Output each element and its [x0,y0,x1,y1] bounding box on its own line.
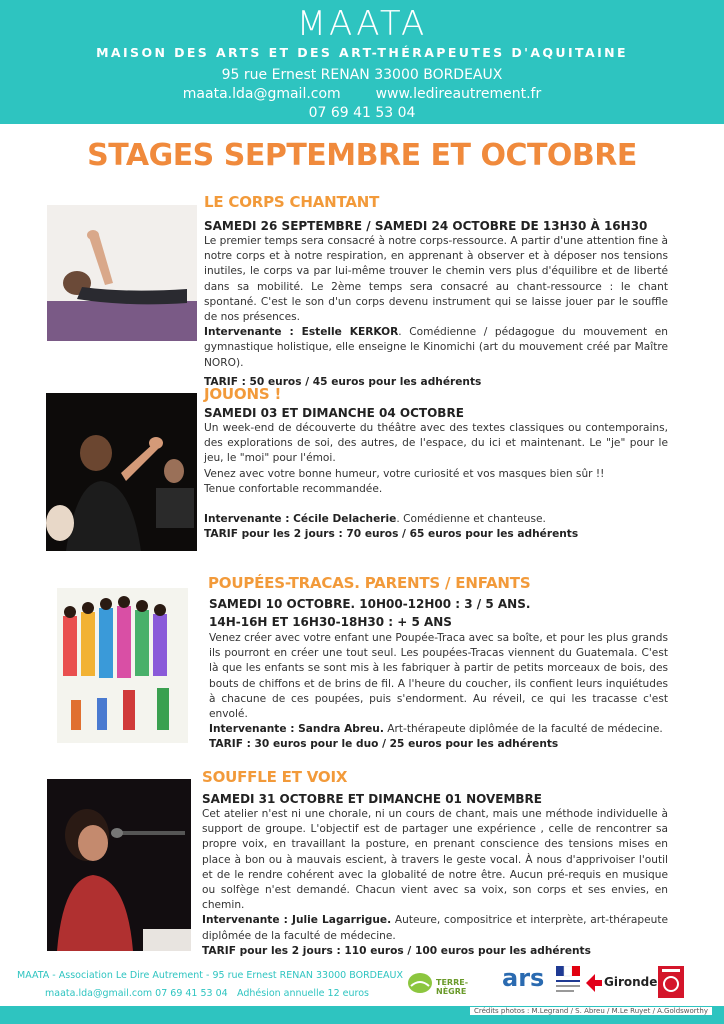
section-text: Venez avec votre bonne humeur, votre curiosité et vos masques bien sûr !! [204,467,605,480]
tarif: TARIF pour les 2 jours : 110 euros / 100 euros pour les adhérents [202,944,591,957]
logo-republique [556,966,580,996]
intervenant-label: Intervenante : Sandra Abreu. [209,723,384,736]
photo-jouons-image [46,393,197,551]
header-email[interactable]: maata.lda@gmail.com [182,86,341,102]
terre-negre-icon [407,970,433,996]
section-date-souffle-et-voix: SAMEDI 31 OCTOBRE ET DIMANCHE 01 NOVEMBRE [202,792,542,806]
photo-jouons [46,393,197,551]
header-phone: 07 69 41 53 04 [308,105,416,121]
header-website[interactable]: www.ledireautrement.fr [375,86,542,102]
photo-corps-chantant [47,205,197,341]
photo-credits: Crédits photos : M.Legrand / S. Abreu / M.Le Ruyet / A.Goldsworthy [470,1007,712,1015]
logo-bordeaux [658,966,684,998]
footer-adhesion: Adhésion annuelle 12 euros [237,988,369,999]
photo-corps-chantant-image [47,205,197,341]
photo-poupees-image [57,588,188,743]
footer-contact[interactable]: maata.lda@gmail.com 07 69 41 53 04 [45,988,228,999]
tarif: TARIF : 50 euros / 45 euros pour les adhérents [204,375,482,388]
intervenant-label: Intervenante : Cécile Delacherie [204,513,397,526]
header-subtitle: MAISON DES ARTS ET DES ART-THÉRAPEUTES D'AQUITAINE [96,45,628,60]
gironde-icon [586,974,602,992]
maata-logo: MAATA [296,4,428,44]
section-title-corps-chantant: LE CORPS CHANTANT [204,193,380,211]
photo-poupees-tracas [57,588,188,743]
intervenant-text: . Comédienne / pédagogue du mouvement en gymnastique holistique, elle enseigne le Kinomichi (art du mouvement créé par Maître NORO). [204,326,668,369]
intervenant-text: Auteure, compositrice et interprète, art-thérapeute diplômée de la faculté de médecine. [202,914,668,942]
section-body-poupees-tracas [209,631,668,753]
section-date-poupees-2: 14H-16H ET 16H30-18H30 : + 5 ANS [209,615,452,629]
gironde-text: Gironde [604,975,658,989]
header-banner [0,0,724,124]
intervenant-text: . Comédienne et chanteuse. [396,513,546,526]
bordeaux-crest-icon [658,966,684,998]
section-text: Le premier temps sera consacré à notre corps-ressource. A partir d'une attention fine à notre corps et à notre respiration, en apprenant à observer et à déposer nos tensions inutiles, le corps va par lui-même trouver le chemin vers plus d'équilibre et de liberté dans sa mobilité. Le 2ème temps sera consacré au chant-ressource : le chant spontané. C'est le son d'un corps devenu instrument qui se laisse jouer par le souffle de nos présences. [204,235,668,324]
section-date-jouons: SAMEDI 03 ET DIMANCHE 04 OCTOBRE [204,406,464,420]
section-text: Cet atelier n'est ni une chorale, ni un cours de chant, mais une méthode individuelle à support de groupe. L'objectif est de partager une expérience , celle de rencontrer sa propre voix, en travaillant la posture, en prenant conscience des tensions mises en place à bon ou à mauvais escient, à travers le geste vocal. À nous d'apprivoiser l'outil et de le rendre cohérent avec la globalité de notre être. Aucun pré-requis en musique ou solfège n'est demandé. Chacun vient avec sa voix, son corps et ses envies, en chemin. [202,808,668,912]
tarif: TARIF : 30 euros pour le duo / 25 euros pour les adhérents [209,738,559,751]
terre-negre-text: TERRE-NÈGRE [436,978,469,996]
footer-association: MAATA - Association Le Dire Autrement - 95 rue Ernest RENAN 33000 BORDEAUX [17,970,403,981]
intervenant-text: Art-thérapeute diplômée de la faculté de médecine. [383,723,663,736]
section-title-poupees-tracas: POUPÉES-TRACAS. PARENTS / ENFANTS [208,574,531,592]
logo-terre-negre [407,970,497,998]
photo-souffle-image [47,779,191,951]
section-text: Tenue confortable recommandée. [204,482,383,495]
section-title-souffle-et-voix: SOUFFLE ET VOIX [202,768,348,786]
header-contact [0,86,724,102]
intervenant-label: Intervenante : Julie Lagarrigue. [202,914,392,927]
logo-gironde [586,972,658,994]
photo-souffle-et-voix [47,779,191,951]
tarif: TARIF pour les 2 jours : 70 euros / 65 euros pour les adhérents [204,528,579,541]
marianne-icon [556,966,580,996]
intervenant-label: Intervenante : Estelle KERKOR [204,326,399,339]
section-body-jouons [204,421,668,542]
header-address: 95 rue Ernest RENAN 33000 BORDEAUX [221,67,503,83]
section-body-souffle-et-voix [202,807,668,959]
section-title-jouons: JOUONS ! [204,385,282,403]
section-date-poupees-1: SAMEDI 10 OCTOBRE. 10H00-12H00 : 3 / 5 ANS. [209,597,531,611]
section-text: Un week-end de découverte du théâtre avec des textes classiques ou contemporains, des explorations de soi, des autres, de l'espace, du ici et maintenant. Le "je" pour le jeu, le "moi" pour l'émoi. [204,422,668,465]
page-title: STAGES SEPTEMBRE ET OCTOBRE [87,138,637,173]
section-body-corps-chantant [204,234,668,390]
section-text: Venez créer avec votre enfant une Poupée-Traca avec sa boîte, et pour les plus grands ils pourront en créer une tout seul. Les poupées-Tracas viennent du Guatemala. C'est là que les enfants se sont mis à les fabriquer à partir de petits morceaux de bois, des bouts de chiffons et de brins de fil. A l'heure du coucher, ils confient leurs inquiétudes à chacune de ces poupées, puis s'endorment. Au réveil, ce qui les tracasse c'est envolé. [209,632,668,721]
logo-ars: ars [502,964,545,992]
section-date-corps-chantant: SAMEDI 26 SEPTEMBRE / SAMEDI 24 OCTOBRE DE 13H30 À 16H30 [204,219,648,233]
